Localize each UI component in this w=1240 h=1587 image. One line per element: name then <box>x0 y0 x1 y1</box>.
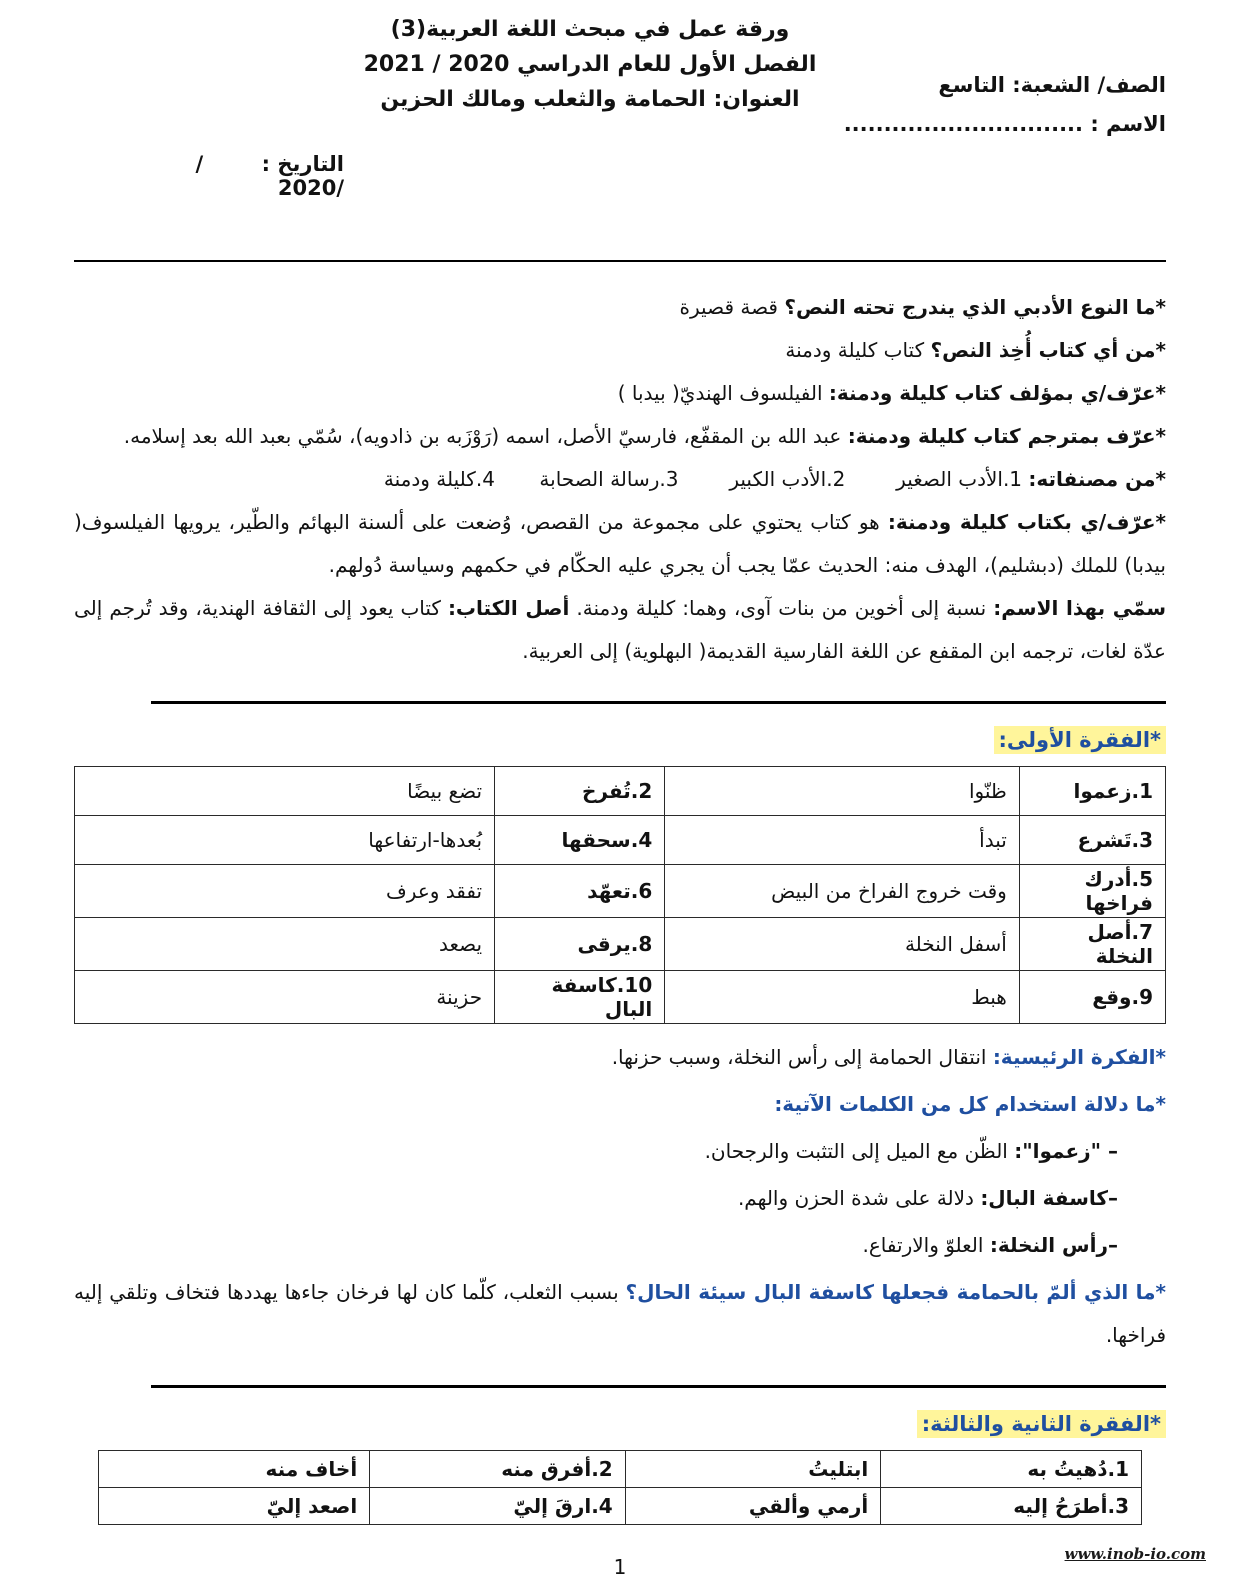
qa-line <box>74 415 1166 458</box>
term-cell: 7.أصل النخلة <box>1019 918 1165 971</box>
term-cell: 2.تُفرخ <box>495 767 665 816</box>
worksheet-title: ورقة عمل في مبحث اللغة العربية(3) <box>390 17 790 42</box>
definition-cell: وقت خروج الفراخ من البيض <box>665 865 1020 918</box>
term-label: – "زعموا": <box>1014 1139 1118 1163</box>
definition-cell: تبدأ <box>665 816 1020 865</box>
header-left-block <box>74 12 344 248</box>
qa-line <box>74 587 1166 673</box>
question-label: *من مصنفاته: <box>1028 467 1166 491</box>
answer-text: العلوّ والارتفاع. <box>862 1233 990 1257</box>
section2-heading-row <box>74 1412 1166 1436</box>
term-label: –كاسفة البال: <box>980 1186 1118 1210</box>
dash-item <box>74 1130 1166 1173</box>
qa-line <box>74 372 1166 415</box>
table-row <box>75 865 1166 918</box>
date-line: التاريخ : / /2020 <box>136 152 344 200</box>
definition-cell: حزينة <box>75 971 495 1024</box>
definition-cell: بُعدها-ارتفاعها <box>75 816 495 865</box>
question-label: *الفكرة الرئيسية: <box>992 1045 1166 1069</box>
qa-line <box>74 458 1166 501</box>
question-label: سمّي بهذا الاسم: <box>993 596 1167 620</box>
question-label: *عرّف/ي بمؤلف كتاب كليلة ودمنة: <box>828 381 1166 405</box>
term-cell: 8.يرقى <box>495 918 665 971</box>
term-cell: 3.أطرَحُ إليه <box>881 1488 1142 1525</box>
header-divider <box>74 260 1166 262</box>
section-divider <box>151 701 1166 704</box>
header-title-block <box>344 12 836 118</box>
semester-line: الفصل الأول للعام الدراسي 2020 / 2021 <box>363 52 817 78</box>
answer-text: هو كتاب يحتوي على مجموعة من القصص، وُضعت على ألسنة البهائم والطّير، يرويها الفيلسوف( بيدبا) للملك (دبشليم)، الهدف منه: الحديث عمّا يجب أن يجري عليه الحكّام في حكمهم وسياسة دُولهم. <box>74 510 1166 577</box>
answer-text: انتقال الحمامة إلى رأس النخلة، وسبب حزنها. <box>611 1045 993 1069</box>
usage-heading-line <box>74 1083 1166 1126</box>
header-right-block <box>836 12 1166 144</box>
table-row <box>99 1488 1142 1525</box>
answer-text: دلالة على شدة الحزن والهم. <box>737 1186 981 1210</box>
question-label: *عرّف/ي بكتاب كليلة ودمنة: <box>887 510 1166 534</box>
term-cell: 1.زعموا <box>1019 767 1165 816</box>
answer-text: كتاب كليلة ودمنة <box>785 338 931 362</box>
term-cell: 10.كاسفة البال <box>495 971 665 1024</box>
answer-text: بسبب الثعلب، كلّما كان لها فرخان جاءها يهددها فتخاف وتلقي إليه فراخها. <box>74 1280 1166 1347</box>
table-row <box>75 816 1166 865</box>
section1-heading: *الفقرة الأولى: <box>994 726 1166 754</box>
answer-text: عبد الله بن المقفّع، فارسيّ الأصل، اسمه (رَوْزَبه بن ذادويه)، سُمّي بعبد الله بعد إسلامه. <box>123 424 848 448</box>
final-question-line <box>74 1271 1166 1357</box>
definition-cell: أرمي وألقي <box>625 1488 881 1525</box>
qa-line <box>74 329 1166 372</box>
answer-text: قصة قصيرة <box>679 295 785 319</box>
term-cell: 1.دُهيتُ به <box>881 1451 1142 1488</box>
question-label: *من أي كتاب أُخِذ النص؟ <box>930 338 1166 362</box>
question-label: *ما دلالة استخدام كل من الكلمات الآتية: <box>774 1092 1166 1116</box>
section1-heading-row <box>74 728 1166 752</box>
term-label: –رأس النخلة: <box>989 1233 1118 1257</box>
question-label: *عرّف بمترجم كتاب كليلة ودمنة: <box>847 424 1166 448</box>
term-cell: 9.وقع <box>1019 971 1165 1024</box>
question-label: أصل الكتاب: <box>447 596 570 620</box>
term-cell: 5.أدرك فراخها <box>1019 865 1165 918</box>
vocabulary-table-1 <box>74 766 1166 1024</box>
table-row <box>99 1451 1142 1488</box>
qa-line <box>74 501 1166 587</box>
answer-text: 1.الأدب الصغير 2.الأدب الكبير 3.رسالة الصحابة 4.كليلة ودمنة <box>383 467 1029 491</box>
definition-cell: أسفل النخلة <box>665 918 1020 971</box>
table-row <box>75 767 1166 816</box>
lesson-title-line: العنوان: الحمامة والثعلب ومالك الحزين <box>380 87 800 113</box>
qa-line <box>74 286 1166 329</box>
page-number: 1 <box>613 1555 627 1579</box>
dash-item <box>74 1224 1166 1267</box>
section-divider <box>151 1385 1166 1388</box>
main-idea-line <box>74 1036 1166 1079</box>
term-cell: 4.سحقها <box>495 816 665 865</box>
term-cell: 3.تَشرع <box>1019 816 1165 865</box>
definition-cell: اصعد إليّ <box>99 1488 370 1525</box>
question-label: *ما الذي ألمّ بالحمامة فجعلها كاسفة البال سيئة الحال؟ <box>625 1280 1167 1304</box>
answer-text: الفيلسوف الهنديّ( بيدبا ) <box>617 381 829 405</box>
term-cell: 4.ارقَ إليّ <box>370 1488 626 1525</box>
definition-cell: تضع بيضًا <box>75 767 495 816</box>
intro-section <box>74 286 1166 673</box>
vocabulary-table-2 <box>98 1450 1142 1525</box>
definition-cell: ابتليتُ <box>625 1451 881 1488</box>
question-label: *ما النوع الأدبي الذي يندرج تحته النص؟ <box>784 295 1166 319</box>
definition-cell: تفقد وعرف <box>75 865 495 918</box>
table-row <box>75 971 1166 1024</box>
definition-cell: هبط <box>665 971 1020 1024</box>
section2-heading: *الفقرة الثانية والثالثة: <box>917 1410 1166 1438</box>
table-row <box>75 918 1166 971</box>
header <box>74 12 1166 248</box>
answer-text: الظّن مع الميل إلى التثبت والرجحان. <box>704 1139 1015 1163</box>
dash-item <box>74 1177 1166 1220</box>
term-cell: 2.أفرق منه <box>370 1451 626 1488</box>
watermark-url: www.inob-io.com <box>1064 1545 1206 1563</box>
answer-text: نسبة إلى أخوين من بنات آوى، وهما: كليلة ودمنة. <box>569 596 994 620</box>
definition-cell: أخاف منه <box>99 1451 370 1488</box>
term-cell: 6.تعهّد <box>495 865 665 918</box>
section1-questions <box>74 1036 1166 1357</box>
definition-cell: ظنّوا <box>665 767 1020 816</box>
class-section-line: الصف/ الشعبة: التاسع <box>938 73 1166 97</box>
answer-text: كتاب يعود إلى الثقافة الهندية، وقد تُرجم إلى عدّة لغات، ترجمه ابن المقفع عن اللغة الفارسية القديمة( البهلوية) إلى العربية. <box>74 596 1166 663</box>
student-name-line: الاسم : .............................. <box>843 111 1166 136</box>
definition-cell: يصعد <box>75 918 495 971</box>
